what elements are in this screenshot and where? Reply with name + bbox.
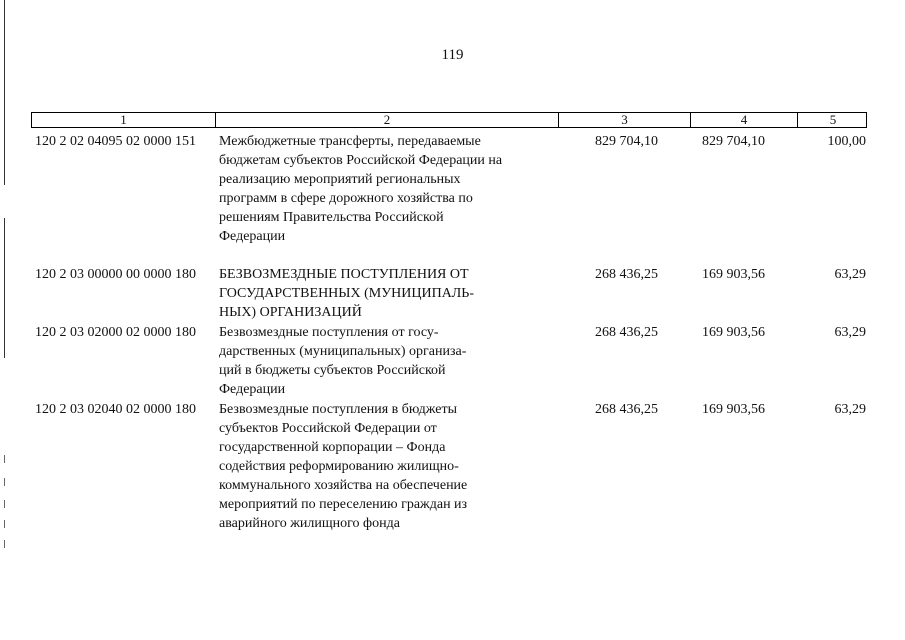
- row-code: 120 2 03 00000 00 0000 180: [35, 267, 196, 282]
- row-value-col4: 169 903,56: [702, 325, 765, 340]
- row-value-col4: 829 704,10: [702, 134, 765, 149]
- row-name-line: дарственных (муниципальных) организа-: [219, 344, 467, 359]
- row-name-line: мероприятий по переселению граждан из: [219, 497, 468, 512]
- row-name-line: аварийного жилищного фонда: [219, 516, 400, 531]
- row-name-line: ций в бюджеты субъектов Российской: [219, 363, 446, 378]
- table-header: [31, 112, 867, 128]
- row-name-line: субъектов Российской Федерации от: [219, 421, 437, 436]
- row-value-col3: 268 436,25: [595, 325, 658, 340]
- column-header-3: 3: [559, 113, 691, 127]
- scan-margin-mark: [4, 478, 5, 486]
- column-header-4: 4: [691, 113, 798, 127]
- row-name-line: решениям Правительства Российской: [219, 210, 444, 225]
- row-name-line: коммунального хозяйства на обеспечение: [219, 478, 468, 493]
- scan-margin-line: [4, 0, 5, 185]
- row-value-col5: 100,00: [827, 134, 866, 149]
- row-value-col5: 63,29: [834, 267, 866, 282]
- row-name: [219, 323, 539, 399]
- row-value-col3: 829 704,10: [595, 134, 658, 149]
- row-name: [219, 400, 539, 533]
- row-name-line: ГОСУДАРСТВЕННЫХ (МУНИЦИПАЛЬ-: [219, 286, 474, 301]
- scan-margin-mark: [4, 540, 5, 548]
- row-code: 120 2 03 02040 02 0000 180: [35, 402, 196, 417]
- column-header-1: 1: [32, 113, 216, 127]
- row-value-col4: 169 903,56: [702, 267, 765, 282]
- row-name-line: Безвозмездные поступления в бюджеты: [219, 402, 457, 417]
- row-name-line: БЕЗВОЗМЕЗДНЫЕ ПОСТУПЛЕНИЯ ОТ: [219, 267, 469, 282]
- row-name-line: государственной корпорации – Фонда: [219, 440, 446, 455]
- scan-margin-mark: [4, 455, 5, 463]
- row-name-line: реализацию мероприятий региональных: [219, 172, 461, 187]
- row-name-line: Безвозмездные поступления от госу-: [219, 325, 439, 340]
- row-code: 120 2 03 02000 02 0000 180: [35, 325, 196, 340]
- row-value-col5: 63,29: [834, 325, 866, 340]
- scan-margin-mark: [4, 500, 5, 508]
- row-name-line: программ в сфере дорожного хозяйства по: [219, 191, 473, 206]
- row-value-col3: 268 436,25: [595, 267, 658, 282]
- row-name-line: НЫХ) ОРГАНИЗАЦИЙ: [219, 305, 362, 320]
- column-header-2: 2: [216, 113, 559, 127]
- row-name-line: Федерации: [219, 382, 286, 397]
- row-name-line: Федерации: [219, 229, 286, 244]
- row-name: [219, 265, 539, 322]
- scan-margin-line: [4, 218, 5, 358]
- row-value-col3: 268 436,25: [595, 402, 658, 417]
- page-number: 119: [441, 47, 464, 63]
- row-name-line: Межбюджетные трансферты, передаваемые: [219, 134, 481, 149]
- row-name: [219, 132, 539, 246]
- row-value-col5: 63,29: [834, 402, 866, 417]
- column-header-5: 5: [829, 112, 837, 127]
- row-value-col4: 169 903,56: [702, 402, 765, 417]
- scan-margin-mark: [4, 520, 5, 528]
- row-code: 120 2 02 04095 02 0000 151: [35, 134, 196, 149]
- row-name-line: бюджетам субъектов Российской Федерации на: [219, 153, 503, 168]
- row-name-line: содействия реформированию жилищно-: [219, 459, 459, 474]
